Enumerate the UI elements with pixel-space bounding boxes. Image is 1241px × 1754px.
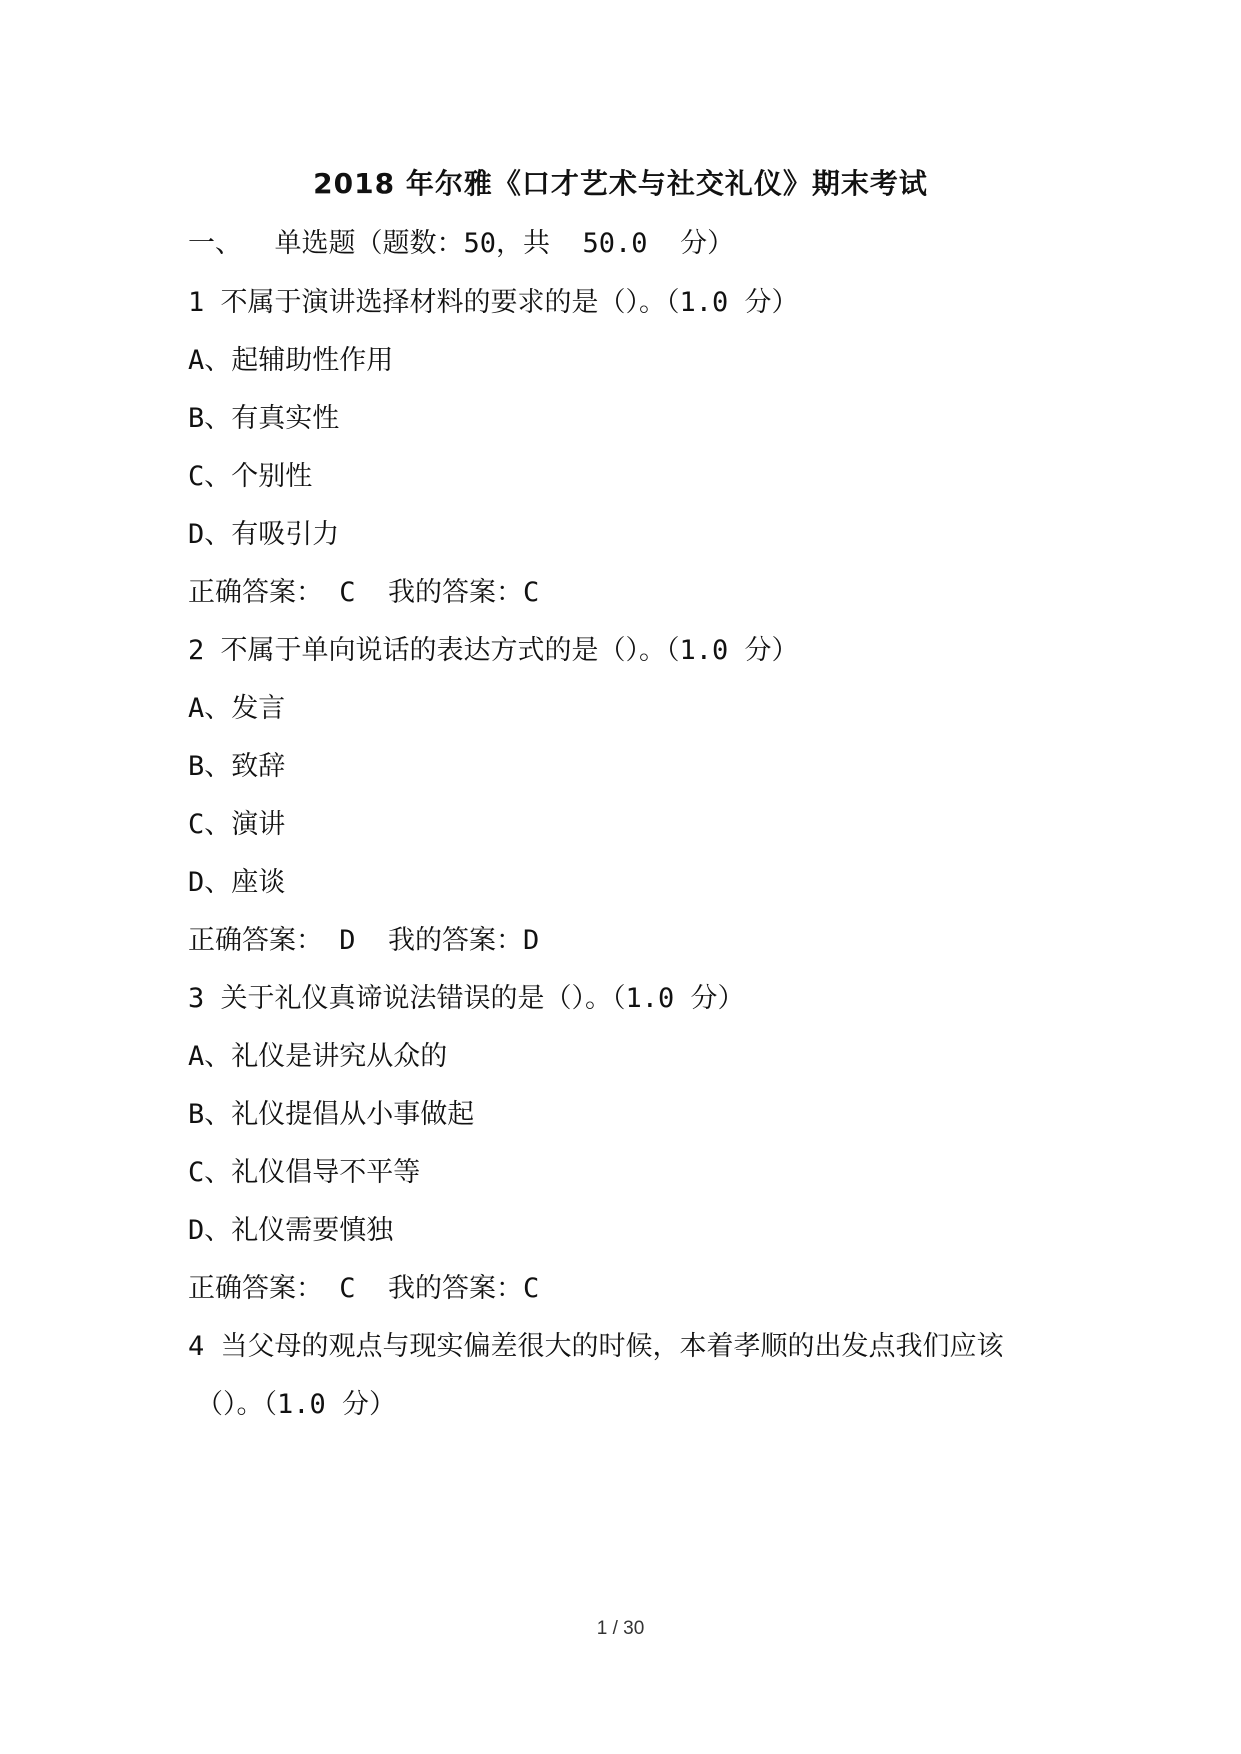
question-1-stem: 1 不属于演讲选择材料的要求的是（）。（1.0 分） [188,287,799,318]
question-2-option-a: A、发言 [188,693,286,724]
question-3-answer: 正确答案： C 我的答案：C [188,1273,540,1304]
question-2-option-c: C、演讲 [188,809,286,840]
page-number: 1 / 30 [596,1618,645,1639]
question-3-stem: 3 关于礼仪真谛说法错误的是（）。（1.0 分） [188,983,745,1014]
question-3-option-c: C、礼仪倡导不平等 [188,1157,421,1188]
question-2-option-b: B、致辞 [188,751,286,782]
question-2-option-d: D、座谈 [188,867,286,898]
question-1-answer: 正确答案： C 我的答案：C [188,577,540,608]
document-title: 2018 年尔雅《口才艺术与社交礼仪》期末考试 [313,167,928,200]
question-2-answer: 正确答案： D 我的答案：D [188,925,540,956]
question-3-option-b: B、礼仪提倡从小事做起 [188,1099,475,1130]
question-3-option-a: A、礼仪是讲究从众的 [188,1041,448,1072]
question-1-option-c: C、个别性 [188,461,313,492]
question-1-option-b: B、有真实性 [188,403,340,434]
question-3-option-d: D、礼仪需要慎独 [188,1215,394,1246]
question-4-stem: 4 当父母的观点与现实偏差很大的时候，本着孝顺的出发点我们应该 [188,1331,1004,1362]
question-2-stem: 2 不属于单向说话的表达方式的是（）。（1.0 分） [188,635,799,666]
question-1-option-a: A、起辅助性作用 [188,345,394,376]
question-1-option-d: D、有吸引力 [188,519,340,550]
question-4-stem-continued: （）。（1.0 分） [196,1389,397,1420]
section-heading: 一、 单选题（题数：50，共 50.0 分） [188,228,735,259]
